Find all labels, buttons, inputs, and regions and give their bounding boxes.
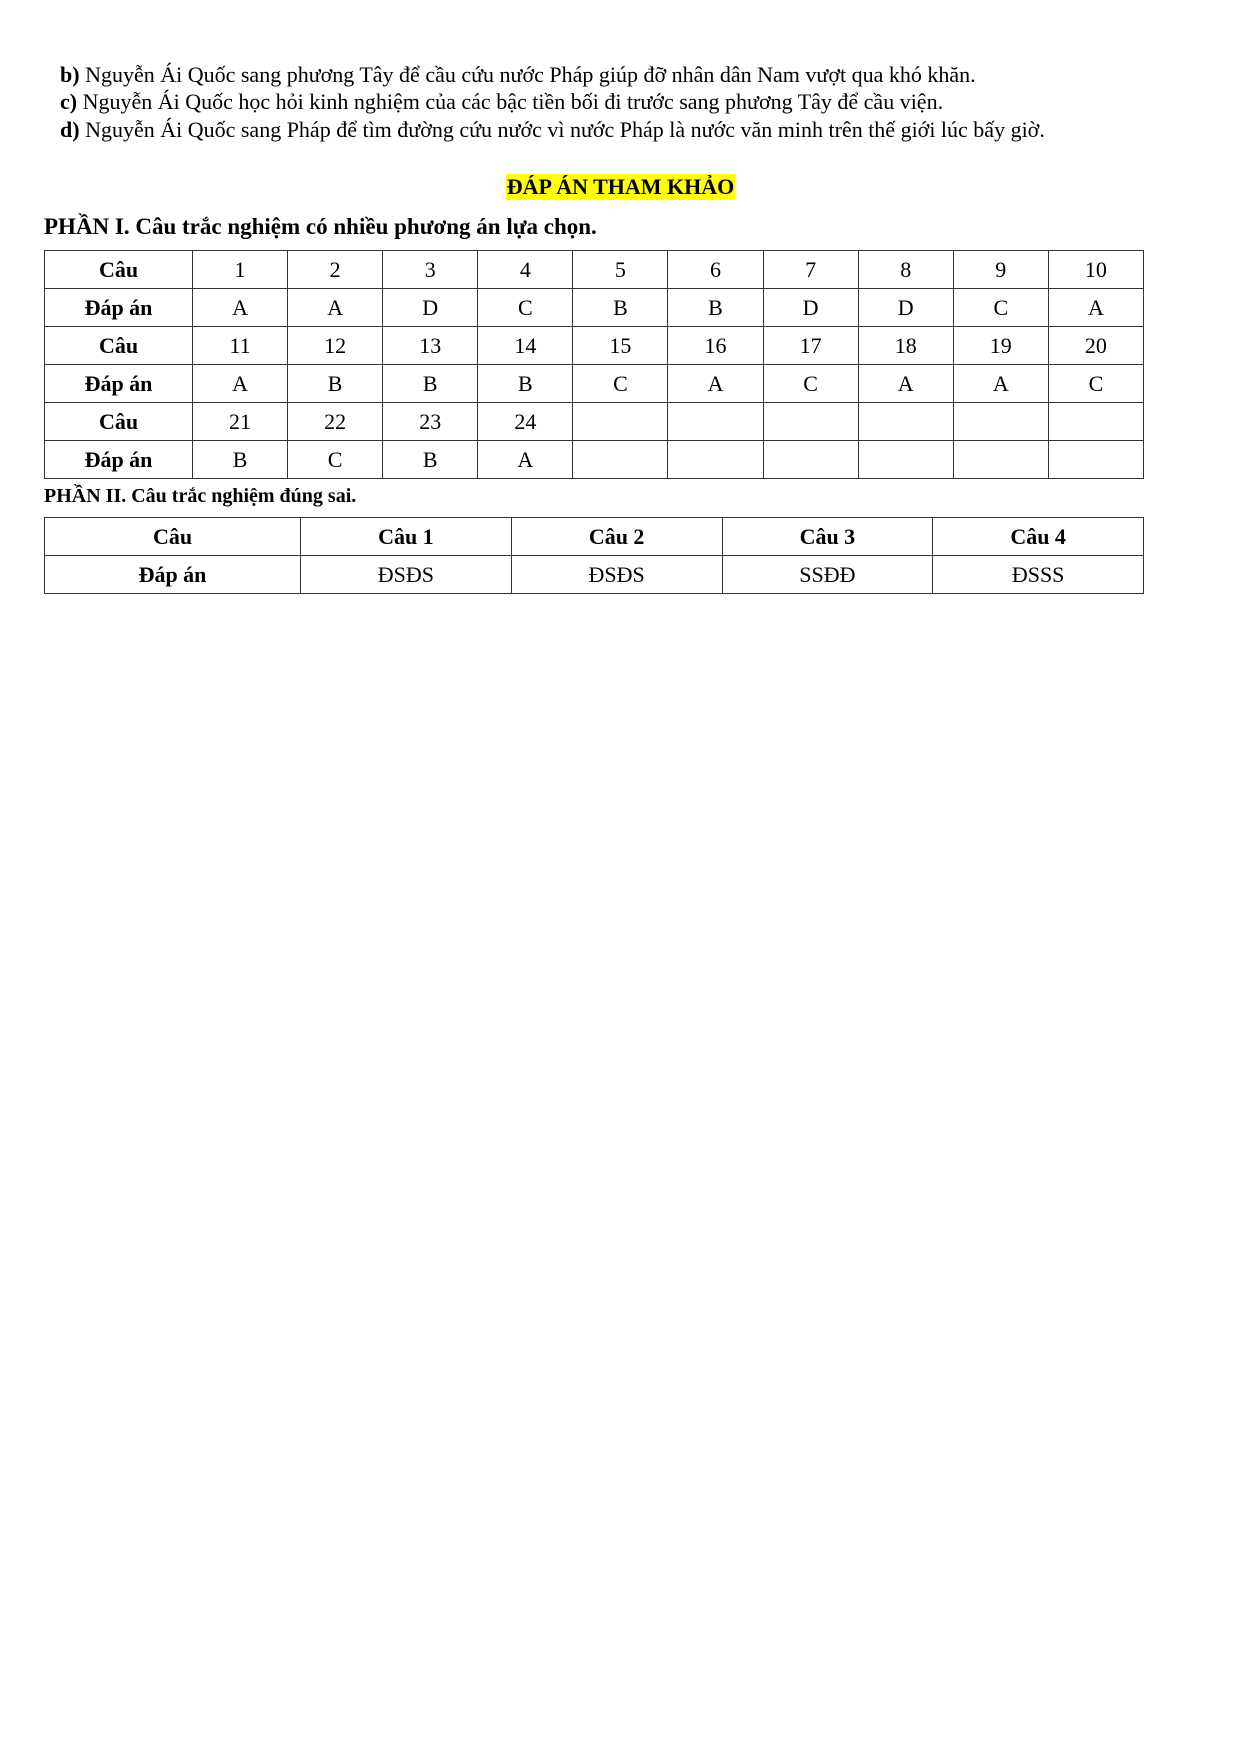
part1-heading: PHẦN I. Câu trắc nghiệm có nhiều phương án lựa chọn. xyxy=(44,214,597,239)
table-cell: A xyxy=(1048,289,1143,327)
table-cell: B xyxy=(383,365,478,403)
table-cell: B xyxy=(383,441,478,479)
table-cell: A xyxy=(288,289,383,327)
option-c xyxy=(60,89,943,115)
table-row xyxy=(45,556,1144,594)
option-b-key: b) xyxy=(60,62,80,87)
option-b-text: Nguyễn Ái Quốc sang phương Tây để cầu cứu nước Pháp giúp đỡ nhân dân Nam vượt qua khó khăn. xyxy=(79,62,976,87)
table-cell: C xyxy=(478,289,573,327)
table-cell: 17 xyxy=(763,327,858,365)
table-cell: 24 xyxy=(478,403,573,441)
row-label-cell: Câu xyxy=(45,518,301,556)
table-cell: ĐSĐS xyxy=(511,556,722,594)
table-cell: 20 xyxy=(1048,327,1143,365)
table-cell: ĐSSS xyxy=(933,556,1144,594)
row-label-cell: Đáp án xyxy=(45,289,193,327)
table-cell: A xyxy=(193,365,288,403)
table-row xyxy=(45,365,1144,403)
table-cell: 10 xyxy=(1048,251,1143,289)
table-cell: C xyxy=(953,289,1048,327)
table-row xyxy=(45,441,1144,479)
table-cell: B xyxy=(193,441,288,479)
table-cell: A xyxy=(193,289,288,327)
row-label-cell: Câu xyxy=(45,327,193,365)
answer-title: ĐÁP ÁN THAM KHẢO xyxy=(506,174,735,199)
table-cell xyxy=(858,403,953,441)
table-cell xyxy=(668,403,763,441)
table-cell xyxy=(763,403,858,441)
table-cell xyxy=(668,441,763,479)
table-cell: 4 xyxy=(478,251,573,289)
table-cell: B xyxy=(573,289,668,327)
table-cell: SSĐĐ xyxy=(722,556,933,594)
table-row xyxy=(45,327,1144,365)
table-cell: C xyxy=(288,441,383,479)
table-cell xyxy=(953,441,1048,479)
table-cell: Câu 3 xyxy=(722,518,933,556)
row-label-cell: Đáp án xyxy=(45,365,193,403)
table-cell xyxy=(573,403,668,441)
option-d xyxy=(60,117,1045,143)
table-cell: 2 xyxy=(288,251,383,289)
table-cell: D xyxy=(858,289,953,327)
table-cell: 12 xyxy=(288,327,383,365)
row-label-cell: Câu xyxy=(45,251,193,289)
table-cell: ĐSĐS xyxy=(301,556,512,594)
table-cell: 14 xyxy=(478,327,573,365)
table-cell: 8 xyxy=(858,251,953,289)
table-cell: 15 xyxy=(573,327,668,365)
option-c-text: Nguyễn Ái Quốc học hỏi kinh nghiệm của các bậc tiền bối đi trước sang phương Tây để cầu viện. xyxy=(77,89,944,114)
table-cell: Câu 4 xyxy=(933,518,1144,556)
table-cell: Câu 1 xyxy=(301,518,512,556)
table-cell: 23 xyxy=(383,403,478,441)
part1-answer-table xyxy=(44,250,1144,479)
part2-answer-table xyxy=(44,517,1144,594)
table-cell: A xyxy=(858,365,953,403)
part2-heading: PHẦN II. Câu trắc nghiệm đúng sai. xyxy=(44,485,357,507)
option-d-key: d) xyxy=(60,117,80,142)
table-cell: D xyxy=(763,289,858,327)
table-cell: B xyxy=(478,365,573,403)
answer-title-wrap xyxy=(0,174,1241,200)
table-cell xyxy=(858,441,953,479)
table-cell: 5 xyxy=(573,251,668,289)
table-cell: Câu 2 xyxy=(511,518,722,556)
table-cell: D xyxy=(383,289,478,327)
row-label-cell: Câu xyxy=(45,403,193,441)
table-row xyxy=(45,251,1144,289)
table-cell: A xyxy=(953,365,1048,403)
table-cell xyxy=(1048,441,1143,479)
table-cell: A xyxy=(668,365,763,403)
row-label-cell: Đáp án xyxy=(45,441,193,479)
option-c-key: c) xyxy=(60,89,78,114)
table-cell: 3 xyxy=(383,251,478,289)
table-cell: 18 xyxy=(858,327,953,365)
table-cell: 22 xyxy=(288,403,383,441)
table-cell xyxy=(763,441,858,479)
table-cell xyxy=(1048,403,1143,441)
table-cell: 13 xyxy=(383,327,478,365)
table-cell: B xyxy=(288,365,383,403)
table-cell: 1 xyxy=(193,251,288,289)
table-cell: C xyxy=(573,365,668,403)
table-cell: 11 xyxy=(193,327,288,365)
table-cell: 9 xyxy=(953,251,1048,289)
table-cell: 19 xyxy=(953,327,1048,365)
table-cell: 6 xyxy=(668,251,763,289)
table-row xyxy=(45,289,1144,327)
row-label-cell: Đáp án xyxy=(45,556,301,594)
option-d-text: Nguyễn Ái Quốc sang Pháp để tìm đường cứu nước vì nước Pháp là nước văn minh trên thế giới lúc bấy giờ. xyxy=(79,117,1045,142)
table-cell: A xyxy=(478,441,573,479)
table-cell: 21 xyxy=(193,403,288,441)
option-b xyxy=(60,62,976,88)
table-cell: 7 xyxy=(763,251,858,289)
table-row xyxy=(45,403,1144,441)
table-cell: 16 xyxy=(668,327,763,365)
table-row xyxy=(45,518,1144,556)
table-cell xyxy=(573,441,668,479)
table-cell xyxy=(953,403,1048,441)
table-cell: C xyxy=(1048,365,1143,403)
table-cell: C xyxy=(763,365,858,403)
table-cell: B xyxy=(668,289,763,327)
